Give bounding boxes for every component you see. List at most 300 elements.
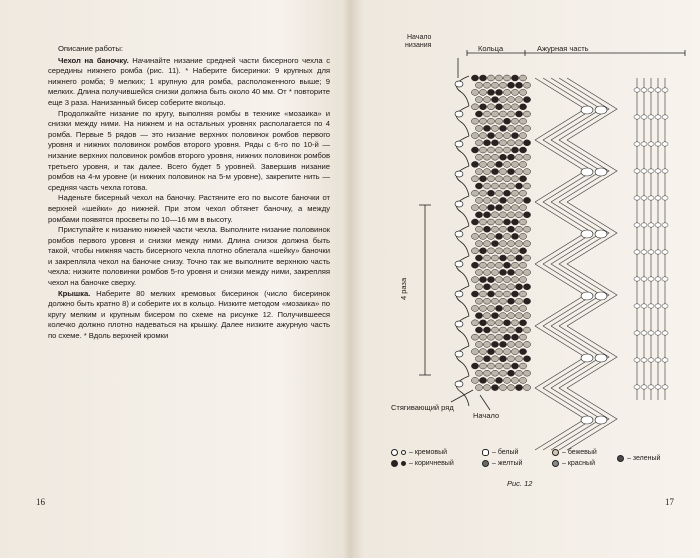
ring-bead (519, 277, 526, 283)
fringe-bead (634, 169, 640, 173)
ring-bead (471, 363, 478, 369)
edge-bead (455, 381, 463, 387)
page-number-left: 16 (36, 497, 45, 507)
ring-bead (479, 233, 486, 239)
ring-bead (515, 111, 522, 117)
label-start-top-1: Начало (407, 34, 432, 41)
openwork-node (595, 354, 607, 362)
ring-bead (491, 385, 498, 391)
ring-bead (483, 97, 490, 103)
ring-bead (475, 111, 482, 117)
ring-bead (523, 269, 530, 275)
fringe-bead (662, 358, 668, 362)
edge-loop (457, 376, 470, 406)
ring-bead (499, 298, 506, 304)
ring-bead (483, 298, 490, 304)
page-number-right: 17 (665, 497, 674, 507)
edge-loop (457, 196, 470, 226)
fringe-bead (641, 250, 647, 254)
ring-bead (519, 75, 526, 81)
ring-bead (519, 305, 526, 311)
ring-bead (471, 349, 478, 355)
ring-bead (495, 104, 502, 110)
ring-bead (483, 183, 490, 189)
ring-bead (519, 133, 526, 139)
ring-bead (519, 248, 526, 254)
fringe-bead (655, 277, 661, 281)
ring-bead (495, 349, 502, 355)
ring-bead (487, 89, 494, 95)
ring-bead (491, 341, 498, 347)
ring-bead (475, 284, 482, 290)
edge-loop (457, 226, 470, 256)
ring-bead (507, 327, 514, 333)
ring-bead (479, 320, 486, 326)
ring-bead (511, 104, 518, 110)
fringe-bead (641, 88, 647, 92)
ring-bead (503, 147, 510, 153)
ring-bead (507, 226, 514, 232)
ring-bead (483, 111, 490, 117)
ring-bead (487, 291, 494, 297)
ring-bead (491, 154, 498, 160)
ring-bead (499, 111, 506, 117)
ring-bead (475, 313, 482, 319)
ring-bead (503, 75, 510, 81)
ring-bead (495, 118, 502, 124)
openwork-node (581, 416, 593, 424)
fringe-bead (662, 250, 668, 254)
ring-bead (519, 291, 526, 297)
fringe-bead (662, 223, 668, 227)
edge-bead (455, 321, 463, 327)
ring-bead (475, 385, 482, 391)
fringe-bead (634, 331, 640, 335)
ring-bead (471, 205, 478, 211)
ring-bead (515, 385, 522, 391)
ring-bead (515, 341, 522, 347)
ring-bead (475, 341, 482, 347)
fringe-bead (655, 223, 661, 227)
ring-bead (503, 89, 510, 95)
ring-bead (483, 169, 490, 175)
legend-beige: – бежевый (552, 449, 597, 456)
ring-bead (491, 140, 498, 146)
ring-bead (511, 161, 518, 167)
legend-cream: – кремовый (391, 449, 447, 456)
ring-bead (507, 82, 514, 88)
ring-bead (515, 82, 522, 88)
ring-bead (511, 205, 518, 211)
left-page (0, 0, 345, 558)
ring-bead (479, 277, 486, 283)
ring-bead (483, 241, 490, 247)
ring-bead (507, 255, 514, 261)
edge-bead (455, 81, 463, 87)
ring-bead (511, 291, 518, 297)
edge-loop (457, 76, 470, 106)
ring-bead (511, 334, 518, 340)
ring-bead (471, 248, 478, 254)
openwork-node (581, 106, 593, 114)
ring-bead (511, 320, 518, 326)
fringe-bead (641, 115, 647, 119)
ring-bead (511, 133, 518, 139)
ring-bead (511, 75, 518, 81)
ring-bead (499, 183, 506, 189)
fringe-bead (648, 223, 654, 227)
label-start-top-2: низания (405, 42, 432, 49)
tightening-pointer (451, 390, 473, 402)
ring-bead (511, 305, 518, 311)
fringe-bead (662, 115, 668, 119)
ring-bead (515, 169, 522, 175)
paragraph-lid (48, 289, 330, 342)
ring-bead (515, 370, 522, 376)
cover-text: Начинайте низание средней части бисерного чехла с середины нижнего ромба (рис. 11). * Наберите бисеринки: 9 крупных для нижнего ромба; 9 мелких; 1 крупную для ромба, расположенного выше; 9 мелких. Длина получившейся снизки должна быть около 40 мм. От * повторите еще 3 раза. Нанизанный бисер соберите вкольцо. (48, 55, 330, 107)
ring-bead (495, 133, 502, 139)
ring-bead (487, 277, 494, 283)
ring-bead (475, 140, 482, 146)
legend-green: – зеленый (617, 455, 660, 462)
ring-bead (487, 205, 494, 211)
ring-bead (475, 197, 482, 203)
ring-bead (495, 176, 502, 182)
edge-bead (455, 231, 463, 237)
ring-bead (523, 298, 530, 304)
edge-loop (457, 316, 470, 346)
fringe-bead (662, 169, 668, 173)
fringe-bead (648, 250, 654, 254)
openwork-node (595, 292, 607, 300)
ring-bead (475, 356, 482, 362)
ring-bead (499, 82, 506, 88)
ring-bead (471, 219, 478, 225)
ring-bead (499, 255, 506, 261)
fringe-bead (662, 88, 668, 92)
fringe-bead (655, 250, 661, 254)
paragraph-2: Продолжайте низание по кругу, выполняя ромбы в технике «мозаика» и снизки между ними. На нижнем и на остальных уровнях располагается по 4 ромба. Первые 5 рядов — это низание верхних половинок ромбов первого уровня и нижних половинок ромбов второго уровня. Ряды с 6-го по 10-й — низание верхних половинок ромбов второго уровня, нижних половинок ромбов третьего уровня, и так далее. Всего будет 5 уровней. Завершив низание ромбов на 4-м уровне (и нижних половинок на 5-м уровне), закрепите нить — средняя часть чехла готова. (48, 108, 330, 192)
openwork-strand (535, 264, 585, 326)
ring-bead (471, 147, 478, 153)
edge-loop (457, 136, 470, 166)
ring-bead (503, 176, 510, 182)
ring-bead (519, 320, 526, 326)
ring-bead (515, 154, 522, 160)
legend-red: – красный (552, 460, 595, 467)
ring-bead (471, 133, 478, 139)
label-openwork: Ажурная часть (537, 44, 589, 53)
fringe-bead (662, 304, 668, 308)
edge-loop (457, 346, 470, 376)
fringe-bead (641, 196, 647, 200)
ring-bead (507, 241, 514, 247)
openwork-strand (535, 78, 585, 140)
ring-bead (475, 298, 482, 304)
openwork-node (595, 106, 607, 114)
ring-bead (515, 298, 522, 304)
ring-bead (483, 226, 490, 232)
ring-bead (519, 205, 526, 211)
ring-bead (519, 363, 526, 369)
fringe-bead (655, 358, 661, 362)
openwork-strand (535, 140, 585, 202)
ring-bead (471, 233, 478, 239)
lid-title: Крышка. (58, 288, 91, 298)
fringe-bead (655, 331, 661, 335)
fringe-bead (662, 385, 668, 389)
ring-bead (519, 334, 526, 340)
ring-bead (471, 104, 478, 110)
fringe-bead (662, 277, 668, 281)
ring-bead (523, 356, 530, 362)
ring-bead (491, 313, 498, 319)
ring-bead (503, 233, 510, 239)
label-tightening-row: Стягивающий ряд (391, 403, 454, 412)
ring-bead (511, 176, 518, 182)
ring-bead (515, 212, 522, 218)
ring-bead (499, 97, 506, 103)
ring-bead (491, 269, 498, 275)
ring-bead (511, 89, 518, 95)
ring-bead (523, 169, 530, 175)
edge-loop (457, 166, 470, 196)
ring-bead (483, 327, 490, 333)
fringe-bead (641, 169, 647, 173)
ring-bead (495, 377, 502, 383)
ring-bead (495, 262, 502, 268)
ring-bead (487, 233, 494, 239)
ring-bead (491, 284, 498, 290)
ring-bead (511, 248, 518, 254)
ring-bead (523, 197, 530, 203)
ring-bead (495, 233, 502, 239)
edge-loop (457, 106, 470, 136)
ring-bead (491, 298, 498, 304)
ring-bead (475, 327, 482, 333)
edge-loop (457, 286, 470, 316)
ring-bead (511, 377, 518, 383)
label-4-times: 4 раза (399, 277, 408, 300)
figure-caption: Рис. 12 (507, 479, 533, 488)
ring-bead (491, 212, 498, 218)
ring-bead (479, 219, 486, 225)
fringe-bead (655, 142, 661, 146)
ring-bead (515, 284, 522, 290)
ring-bead (483, 82, 490, 88)
edge-loop (457, 256, 470, 286)
ring-bead (487, 334, 494, 340)
ring-bead (479, 262, 486, 268)
ring-bead (471, 277, 478, 283)
ring-bead (487, 190, 494, 196)
ring-bead (475, 255, 482, 261)
ring-bead (499, 212, 506, 218)
ring-bead (479, 176, 486, 182)
ring-bead (491, 169, 498, 175)
ring-bead (499, 385, 506, 391)
paragraph-3: Наденьте бисерный чехол на баночку. Растяните его по высоте баночки от верхней «шейки» до нижней. При этом чехол обтянет баночку, а между ромбами появятся просветы по 10—16 мм в высоту. (48, 193, 330, 224)
ring-bead (483, 313, 490, 319)
fringe-bead (634, 196, 640, 200)
ring-bead (515, 241, 522, 247)
ring-bead (523, 82, 530, 88)
ring-bead (483, 269, 490, 275)
ring-bead (479, 349, 486, 355)
fringe-bead (655, 196, 661, 200)
ring-bead (507, 140, 514, 146)
ring-bead (503, 118, 510, 124)
ring-bead (519, 262, 526, 268)
fringe-bead (655, 88, 661, 92)
ring-bead (499, 327, 506, 333)
ring-bead (523, 341, 530, 347)
fringe-bead (641, 277, 647, 281)
ring-bead (495, 277, 502, 283)
fringe-bead (648, 142, 654, 146)
ring-bead (479, 334, 486, 340)
ring-bead (483, 284, 490, 290)
ring-bead (503, 190, 510, 196)
ring-bead (479, 190, 486, 196)
ring-bead (503, 305, 510, 311)
ring-bead (523, 370, 530, 376)
fringe-bead (634, 88, 640, 92)
ring-bead (507, 341, 514, 347)
openwork-node (595, 416, 607, 424)
lid-text: Наберите 80 мелких кремовых бисеринок (число бисеринок должно быть кратно 8) и соберите их в кольцо. Низките методом «мозаика» по кругу мелким и крупным бисером по схеме на рисунке 12. Получившееся колечко должно плотно надеваться на крышку. Далее низките ажурную часть по схеме. * Вдоль верхней кромки (48, 288, 330, 341)
ring-bead (475, 370, 482, 376)
ring-bead (523, 183, 530, 189)
ring-bead (507, 125, 514, 131)
fringe-bead (641, 223, 647, 227)
ring-bead (523, 140, 530, 146)
ring-bead (471, 377, 478, 383)
ring-bead (475, 226, 482, 232)
ring-bead (503, 205, 510, 211)
fringe-bead (655, 169, 661, 173)
ring-bead (471, 334, 478, 340)
fringe-bead (641, 331, 647, 335)
ring-bead (487, 104, 494, 110)
ring-bead (471, 190, 478, 196)
ring-bead (471, 118, 478, 124)
ring-bead (507, 183, 514, 189)
ring-bead (523, 154, 530, 160)
fringe-bead (655, 385, 661, 389)
ring-bead (511, 147, 518, 153)
ring-bead (519, 219, 526, 225)
label-start-bottom: Начало (473, 411, 500, 420)
fringe-bead (648, 115, 654, 119)
openwork-node (581, 354, 593, 362)
ring-bead (503, 320, 510, 326)
ring-bead (487, 219, 494, 225)
openwork-strand (535, 388, 585, 450)
ring-bead (479, 147, 486, 153)
ring-bead (511, 349, 518, 355)
edge-bead (455, 291, 463, 297)
openwork-strand (535, 202, 585, 264)
ring-bead (487, 248, 494, 254)
openwork-strand (535, 326, 585, 388)
ring-bead (503, 262, 510, 268)
ring-bead (491, 255, 498, 261)
ring-bead (487, 133, 494, 139)
ring-bead (499, 370, 506, 376)
ring-bead (515, 313, 522, 319)
ring-bead (471, 89, 478, 95)
ring-bead (479, 133, 486, 139)
fringe-bead (641, 358, 647, 362)
ring-bead (495, 219, 502, 225)
ring-bead (495, 305, 502, 311)
ring-bead (519, 190, 526, 196)
fringe-bead (634, 385, 640, 389)
ring-bead (507, 313, 514, 319)
ring-bead (491, 197, 498, 203)
ring-bead (483, 140, 490, 146)
ring-bead (503, 104, 510, 110)
ring-bead (483, 212, 490, 218)
legend-brown: – коричневый (391, 460, 454, 467)
body-text (48, 44, 330, 342)
ring-bead (515, 197, 522, 203)
ring-bead (507, 370, 514, 376)
ring-bead (519, 233, 526, 239)
ring-bead (479, 205, 486, 211)
edge-bead (455, 351, 463, 357)
ring-bead (483, 125, 490, 131)
ring-bead (479, 89, 486, 95)
ring-bead (479, 104, 486, 110)
openwork-node (581, 168, 593, 176)
fringe-bead (634, 142, 640, 146)
fringe-bead (641, 142, 647, 146)
ring-bead (507, 385, 514, 391)
ring-bead (503, 133, 510, 139)
ring-bead (487, 75, 494, 81)
fringe-bead (648, 331, 654, 335)
ring-bead (523, 313, 530, 319)
paragraph-cover (48, 56, 330, 109)
ring-bead (519, 89, 526, 95)
ring-bead (511, 118, 518, 124)
ring-bead (483, 370, 490, 376)
ring-bead (507, 169, 514, 175)
ring-bead (515, 183, 522, 189)
ring-bead (471, 176, 478, 182)
ring-bead (499, 313, 506, 319)
ring-bead (491, 370, 498, 376)
ring-bead (499, 269, 506, 275)
ring-bead (491, 82, 498, 88)
ring-bead (491, 97, 498, 103)
ring-bead (511, 277, 518, 283)
ring-bead (503, 161, 510, 167)
ring-bead (487, 176, 494, 182)
ring-bead (471, 305, 478, 311)
ring-bead (523, 327, 530, 333)
ring-bead (483, 197, 490, 203)
ring-bead (507, 269, 514, 275)
ring-bead (483, 356, 490, 362)
ring-bead (519, 349, 526, 355)
ring-bead (523, 111, 530, 117)
fringe-bead (648, 196, 654, 200)
ring-bead (483, 154, 490, 160)
ring-bead (507, 284, 514, 290)
